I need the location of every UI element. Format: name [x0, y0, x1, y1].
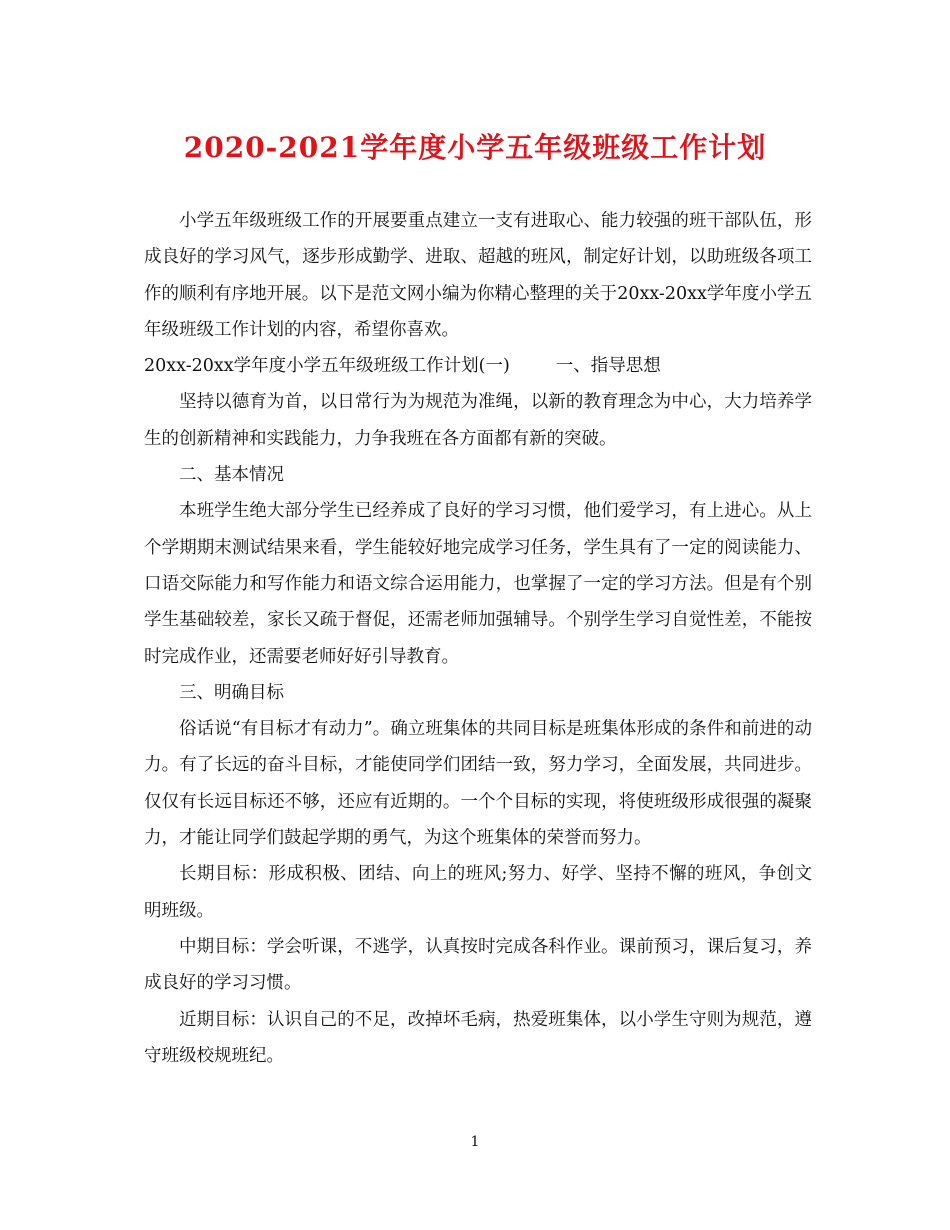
guiding-thought-paragraph: 坚持以德育为首，以日常行为为规范为准绳，以新的教育理念为中心，大力培养学生的创新精神和实践能力，力争我班在各方面都有新的突破。 [144, 392, 812, 449]
basic-situation-paragraph: 本班学生绝大部分学生已经养成了良好的学习习惯，他们爱学习，有上进心。从上个学期期末测试结果来看，学生能较好地完成学习任务，学生具有了一定的阅读能力、口语交际能力和写作能力和语文综合运用能力，也掌握了一定的学习方法。但是有个别学生基础较差，家长又疏于督促，还需老师加强辅导。个别学生学习自觉性差，不能按时完成作业，还需要老师好好引导教育。 [144, 501, 812, 667]
plan-heading-line [144, 348, 812, 384]
short-term-goal-paragraph: 近期目标：认识自己的不足，改掉坏毛病，热爱班集体，以小学生守则为规范，遵守班级校规班纪。 [144, 1009, 812, 1066]
section-heading-basic-situation: 二、基本情况 [179, 465, 284, 486]
clear-goals-paragraph: 俗话说“有目标才有动力”。确立班集体的共同目标是班集体形成的条件和前进的动力。有了长远的奋斗目标，才能使同学们团结一致，努力学习，全面发展，共同进步。仅仅有长远目标还不够，还应有近期的。一个个目标的实现，将使班级形成很强的凝聚力，才能让同学们鼓起学期的勇气，为这个班集体的荣誉而努力。 [144, 719, 812, 849]
document-body [144, 203, 812, 1074]
plan-heading-title: 20xx-20xx学年度小学五年级班级工作计划(一) [144, 356, 510, 377]
mid-term-goal-paragraph: 中期目标：学会听课，不逃学，认真按时完成各科作业。课前预习，课后复习，养成良好的学习习惯。 [144, 936, 812, 994]
intro-paragraph: 小学五年级班级工作的开展要重点建立一支有进取心、能力较强的班干部队伍，形成良好的学习风气，逐步形成勤学、进取、超越的班风，制定好计划，以助班级各项工作的顺利有序地开展。以下是范文网小编为你精心整理的关于20xx-20xx学年度小学五年级班级工作计划的内容，希望你喜欢。 [144, 211, 812, 340]
document-title: 2020-2021学年度小学五年级班级工作计划 [183, 131, 767, 164]
section-heading-guiding-thought: 一、指导思想 [555, 356, 661, 377]
page-number: 1 [470, 1134, 480, 1150]
long-term-goal-paragraph: 长期目标：形成积极、团结、向上的班风;努力、好学、坚持不懈的班风，争创文明班级。 [144, 864, 812, 921]
section-heading-clear-goals: 三、明确目标 [179, 682, 284, 703]
